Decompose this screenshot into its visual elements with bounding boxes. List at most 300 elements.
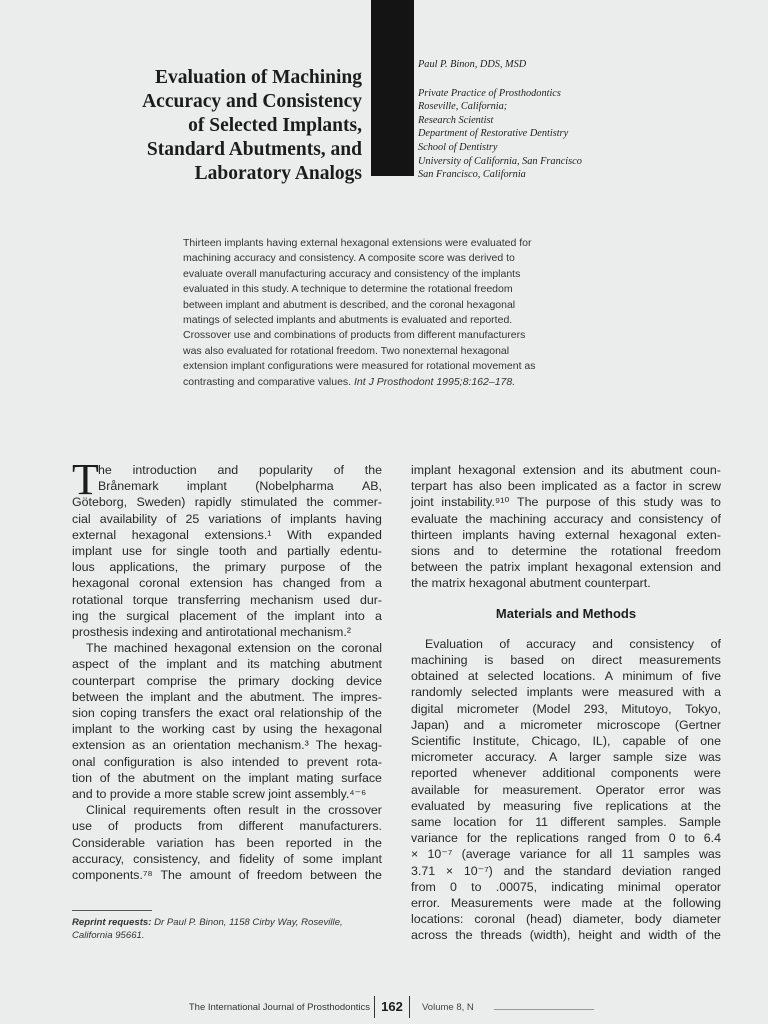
word: ing <box>72 608 89 623</box>
word: screw <box>688 479 721 494</box>
word: hexag- <box>344 738 382 753</box>
title-line: Standard Abutments, and <box>146 139 362 160</box>
word: a <box>498 717 506 732</box>
word: is <box>484 653 494 668</box>
word: cial <box>72 511 91 526</box>
word: with <box>682 685 705 700</box>
word: the <box>267 608 285 623</box>
word: mechanism <box>250 592 314 607</box>
word: measurement. <box>502 782 582 797</box>
word: of <box>118 657 129 672</box>
word: transfers <box>142 706 191 721</box>
word: having <box>345 511 382 526</box>
word: A <box>549 750 558 765</box>
word: transferring <box>177 592 241 607</box>
word: Evaluation <box>425 636 483 651</box>
word: additional <box>542 766 596 781</box>
word: placement <box>179 608 237 623</box>
word: implant <box>186 479 227 494</box>
word: coping <box>100 706 137 721</box>
body-line <box>72 592 382 608</box>
word: the <box>137 722 155 737</box>
word: between <box>310 868 357 883</box>
word: × <box>411 847 419 862</box>
word: measuring <box>503 798 561 813</box>
word: ranged <box>587 831 627 846</box>
word: .00075, <box>495 879 538 894</box>
word: extensions.¹ <box>204 527 272 542</box>
word: was <box>698 782 721 797</box>
word: and <box>463 717 485 732</box>
word: the <box>580 544 598 559</box>
word: 293, <box>583 701 608 716</box>
word: the <box>364 706 382 721</box>
word: lous <box>72 560 95 575</box>
word: at <box>680 798 692 813</box>
word: rotational <box>610 544 662 559</box>
word: sample <box>612 750 653 765</box>
abstract-line: machining accuracy and consistency. A composite score was derived to <box>183 252 515 265</box>
body-line <box>411 749 721 765</box>
word: from <box>635 831 660 846</box>
word: the <box>703 798 721 813</box>
word: (width), <box>529 928 571 943</box>
word: as <box>603 479 617 494</box>
page-number: 162 <box>374 996 410 1018</box>
word: having <box>518 527 556 542</box>
word: sions <box>411 544 440 559</box>
word: exten- <box>686 527 721 542</box>
word: accuracy. <box>484 750 538 765</box>
body-line <box>411 684 721 700</box>
word: the <box>535 863 553 878</box>
body-line <box>411 652 721 668</box>
word: the <box>117 770 136 785</box>
page-footer <box>0 992 768 1024</box>
word: The <box>86 641 108 656</box>
word: the <box>465 560 483 575</box>
word: the <box>300 722 318 737</box>
word: introduction <box>132 463 197 477</box>
body-line: the matrix hexagonal abutment counterpart. <box>411 576 651 591</box>
journal-name: The International Journal of Prosthodontics <box>188 1002 370 1013</box>
word: and <box>503 863 525 878</box>
word: and <box>583 463 604 477</box>
word: Operator <box>595 782 645 797</box>
word: minimal <box>617 879 661 894</box>
body-line: and to provide a more stable screw joint assembly.⁴⁻⁶ <box>72 787 367 802</box>
word: variance <box>519 847 567 862</box>
word: the <box>703 928 721 943</box>
body-line <box>411 863 721 879</box>
word: the <box>195 706 214 721</box>
word: five <box>701 669 721 684</box>
word: of <box>333 463 344 477</box>
word: onal <box>72 754 96 769</box>
word: of <box>283 851 294 866</box>
word: were <box>543 896 571 911</box>
word: used <box>323 592 351 607</box>
title-line: Laboratory Analogs <box>194 163 362 184</box>
word: the <box>98 608 117 623</box>
word: of <box>166 511 177 526</box>
word: this <box>616 495 636 510</box>
word: surface <box>341 770 382 785</box>
word: the <box>306 495 324 510</box>
word: (Nobelpharma <box>255 479 334 494</box>
word: (head) <box>526 912 562 927</box>
word: expanded <box>327 527 382 542</box>
word: from <box>197 819 223 834</box>
word: into <box>344 608 365 623</box>
word: and <box>700 560 721 575</box>
word: an <box>152 738 166 753</box>
abstract-line: evaluate overall manufacturing accuracy and consistency of the implants <box>183 267 521 280</box>
body-line <box>411 782 721 798</box>
abstract-line: matings of selected implants and abutments is evaluated and reported. <box>183 314 513 327</box>
word: for <box>508 815 523 830</box>
word: external <box>72 527 117 542</box>
word: to <box>119 722 130 737</box>
word: Sweden) <box>136 495 186 510</box>
word: 11 <box>621 847 635 862</box>
word: height <box>578 928 613 943</box>
abstract-citation: Int J Prosthodont 1995;8:162–178. <box>354 375 516 388</box>
word: 11 <box>535 815 549 830</box>
word: implant <box>166 657 207 672</box>
word: a <box>375 576 382 591</box>
word: for <box>152 544 167 559</box>
abstract <box>183 236 603 390</box>
word: 3.71 <box>411 863 436 878</box>
body-line <box>72 575 382 591</box>
body-line <box>411 494 721 510</box>
word: coronal <box>139 576 180 591</box>
word: crossover <box>328 803 382 818</box>
word: and <box>197 689 219 704</box>
word: micrometer <box>520 717 583 732</box>
word: partially <box>287 544 330 559</box>
word: edentu- <box>339 544 382 559</box>
word: Mitutoyo, <box>621 701 672 716</box>
word: using <box>262 722 293 737</box>
word: of <box>270 511 281 526</box>
word: The <box>160 868 182 883</box>
reprint-label: Reprint requests: <box>72 917 152 928</box>
word: changed <box>282 576 331 591</box>
word: tooth <box>218 544 247 559</box>
word: locations: <box>411 912 464 927</box>
word: of <box>339 560 351 575</box>
word: A <box>604 669 614 684</box>
word: accuracy, <box>72 851 125 866</box>
word: 0 <box>668 831 676 846</box>
author-block <box>418 58 582 182</box>
word: minimum <box>622 669 673 684</box>
word: implant <box>150 689 191 704</box>
word: evaluate <box>411 511 458 526</box>
word: With <box>287 527 312 542</box>
body-line <box>72 802 382 818</box>
body-line <box>411 559 721 575</box>
word: hexagonal <box>619 527 677 542</box>
word: study <box>643 495 674 510</box>
word: for <box>473 782 489 797</box>
word: use <box>72 819 92 834</box>
word: extension <box>237 641 291 656</box>
word: also <box>479 479 502 494</box>
word: factor <box>635 479 667 494</box>
word: freedom <box>256 868 303 883</box>
word: Sample <box>678 815 721 830</box>
word: were <box>694 766 721 781</box>
affiliation-line: University of California, San Francisco <box>418 155 582 167</box>
word: different <box>238 819 284 834</box>
word: of <box>677 734 689 749</box>
word: device <box>346 673 382 688</box>
word: replications <box>516 831 579 846</box>
word: rotational <box>72 592 123 607</box>
body-line <box>411 895 721 911</box>
word: matching <box>269 657 321 672</box>
word: the <box>455 928 473 943</box>
word: also <box>200 754 224 769</box>
reprint-address-line2: California 95661. <box>72 929 145 941</box>
word: of <box>682 669 693 684</box>
word: comprise <box>146 673 197 688</box>
word: stimulated <box>240 495 298 510</box>
word: (average <box>461 847 511 862</box>
body-line <box>411 511 721 527</box>
body-line <box>72 770 382 786</box>
body-line: prosthesis indexing and antirotational mechanism.² <box>72 625 351 640</box>
body-line <box>411 814 721 830</box>
word: been <box>507 479 536 494</box>
word: use <box>121 544 142 559</box>
word: extension <box>639 560 693 575</box>
word: width <box>648 928 678 943</box>
word: requirements <box>133 803 206 818</box>
word: has <box>215 835 235 850</box>
word: single <box>176 544 209 559</box>
word: impres- <box>340 689 382 704</box>
body-line <box>411 927 721 943</box>
word: from <box>411 879 436 894</box>
word: surgical <box>126 608 169 623</box>
word: a <box>375 608 382 623</box>
word: in <box>343 835 354 850</box>
footnote-rule <box>72 910 152 911</box>
word: the <box>364 560 382 575</box>
affiliation-line: Private Practice of Prosthodontics <box>418 87 561 99</box>
word: The <box>517 495 539 510</box>
word: 6.4 <box>703 831 721 846</box>
word: the <box>465 511 483 526</box>
word: its <box>247 657 260 672</box>
body-line <box>72 527 382 543</box>
body-line <box>72 737 382 753</box>
word: cast <box>212 722 235 737</box>
word: hexagonal <box>575 560 633 575</box>
word: Tokyo, <box>685 701 721 716</box>
word: accuracy <box>553 511 604 526</box>
word: availability <box>99 511 157 526</box>
word: the <box>364 463 382 477</box>
abstract-line: evaluated in this study. A technique to determine the rotational freedom <box>183 283 513 296</box>
body-line <box>411 701 721 717</box>
body-line <box>411 636 721 652</box>
drop-cap: T <box>72 455 99 504</box>
word: extension <box>72 738 126 753</box>
affiliation-line: Research Scientist <box>418 114 494 126</box>
volume-info: Volume 8, N <box>422 1002 474 1013</box>
word: same <box>411 815 442 830</box>
word: dur- <box>359 592 382 607</box>
word: abutment <box>630 463 683 477</box>
word: all <box>599 847 613 862</box>
word: the <box>490 831 508 846</box>
body-line <box>411 830 721 846</box>
word: implant <box>342 851 382 866</box>
body-line <box>72 689 382 705</box>
author-name: Paul P. Binon, DDS, MSD <box>418 59 527 70</box>
word: is <box>183 754 193 769</box>
word: relationship <box>279 706 344 721</box>
word: the <box>192 560 211 575</box>
word: consistency, <box>133 851 201 866</box>
word: coronal <box>341 641 382 656</box>
abstract-line: extension implant configurations were measured for rotational movement as <box>183 360 536 373</box>
word: often <box>213 803 241 818</box>
word: hexagonal <box>131 527 189 542</box>
word: coun- <box>689 463 721 477</box>
word: hexagonal <box>72 576 130 591</box>
word: obtained <box>411 669 459 684</box>
word: amount <box>189 868 231 883</box>
word: digital <box>411 701 444 716</box>
word: implants <box>462 527 509 542</box>
left-column <box>72 455 382 883</box>
body-line <box>72 559 382 575</box>
body-line <box>72 478 382 494</box>
word: implant <box>72 544 112 559</box>
word: variations <box>208 511 262 526</box>
word: selected <box>471 685 518 700</box>
word: coronal <box>474 912 516 927</box>
word: and <box>620 928 641 943</box>
body-line <box>411 543 721 559</box>
title-bar-decoration <box>371 0 414 176</box>
word: location <box>453 815 497 830</box>
word: external <box>565 527 610 542</box>
word: available <box>411 782 460 797</box>
word: evaluated <box>411 798 465 813</box>
word: threads <box>480 928 522 943</box>
word: the <box>223 770 241 785</box>
word: Göteborg, <box>72 495 128 510</box>
word: on <box>202 770 216 785</box>
word: of <box>710 511 721 526</box>
word: AB, <box>362 479 382 494</box>
body-line <box>72 511 382 527</box>
body-line <box>72 462 382 478</box>
word: between <box>72 689 119 704</box>
word: intended <box>231 754 280 769</box>
word: Chicago, <box>531 734 581 749</box>
word: made <box>581 896 613 911</box>
word: fidelity <box>239 851 275 866</box>
title-line: Accuracy and Consistency <box>142 91 362 112</box>
word: IL), <box>592 734 611 749</box>
word: tion <box>72 770 92 785</box>
word: by <box>242 722 256 737</box>
word: hexagonal <box>458 463 516 477</box>
word: was <box>680 495 703 510</box>
word: reported <box>411 766 458 781</box>
word: The <box>315 738 338 753</box>
word: hexagonal <box>174 641 232 656</box>
word: Japan) <box>411 717 449 732</box>
word: diameter <box>672 912 721 927</box>
word: (Model <box>532 701 571 716</box>
body-line <box>411 733 721 749</box>
word: implant <box>72 722 112 737</box>
word: at <box>467 669 479 684</box>
word: (Gertner <box>674 717 721 732</box>
word: to <box>471 879 482 894</box>
word: counterpart <box>72 673 135 688</box>
body-line <box>72 608 382 624</box>
word: abutment <box>330 657 382 672</box>
word: machining <box>489 511 547 526</box>
word: microscope <box>596 717 661 732</box>
reprint-requests <box>72 917 382 942</box>
abstract-last-line <box>183 375 603 390</box>
body-line <box>411 798 721 814</box>
word: of <box>348 706 360 721</box>
word: 25 <box>185 511 200 526</box>
word: samples. <box>617 815 667 830</box>
word: to <box>287 754 299 769</box>
word: rapidly <box>194 495 232 510</box>
body-line <box>411 846 721 862</box>
word: been <box>246 835 275 850</box>
word: the <box>225 689 243 704</box>
word: whenever <box>472 766 527 781</box>
word: and <box>610 511 632 526</box>
word: one <box>700 734 721 749</box>
affiliation-line: San Francisco, California <box>418 169 526 181</box>
word: components.⁷⁸ <box>72 868 153 883</box>
body-line <box>411 462 721 478</box>
word: operator <box>674 879 721 894</box>
body-line <box>72 656 382 672</box>
word: consistency <box>638 511 704 526</box>
word: the <box>317 641 335 656</box>
word: the <box>126 689 144 704</box>
word: across <box>411 928 448 943</box>
word: working <box>161 722 205 737</box>
word: a <box>714 685 721 700</box>
word: extension <box>522 463 576 477</box>
word: configuration <box>103 754 175 769</box>
word: primary <box>238 673 280 688</box>
word: implant <box>527 560 568 575</box>
word: the <box>139 657 157 672</box>
word: error <box>658 782 685 797</box>
word: instability.⁹¹⁰ <box>441 495 510 510</box>
word: to <box>487 544 499 559</box>
